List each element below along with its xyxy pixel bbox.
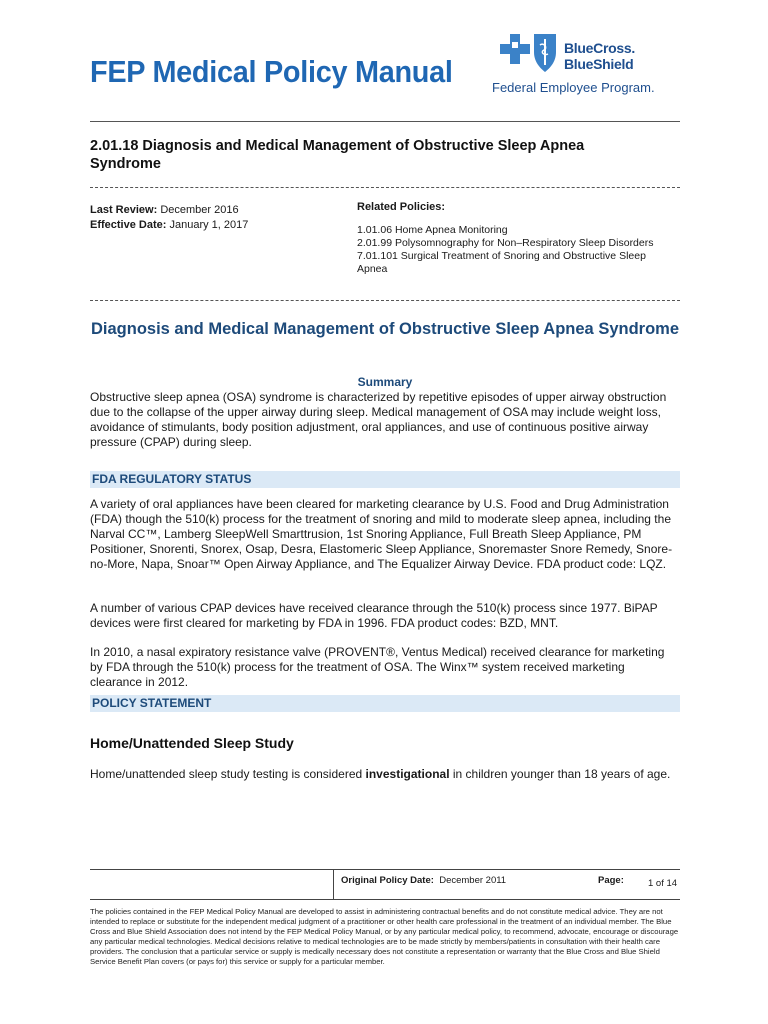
footer-divider bbox=[333, 869, 334, 899]
original-policy-date-value: December 2011 bbox=[439, 875, 507, 886]
home-study-heading: Home/Unattended Sleep Study bbox=[90, 735, 294, 751]
cross-shield-icon bbox=[500, 32, 562, 76]
fda-paragraph-2: A number of various CPAP devices have received clearance through the 510(k) process since 1977. BiPAP devices were first cleared for marketing by FDA in 1996. FDA product codes: BZD, MNT. bbox=[90, 601, 658, 630]
manual-title: FEP Medical Policy Manual bbox=[90, 54, 453, 89]
page-number: 1 of 14 bbox=[648, 878, 678, 889]
home-text-bold: investigational bbox=[365, 767, 450, 781]
summary-text: Obstructive sleep apnea (OSA) syndrome is characterized by repetitive episodes of upper airway obstruction due to the collapse of the upper airway during sleep. Medical management of OSA may include weight loss, avoidance of stimulants, body position adjustment, oral appliances, and use of continuous positive airway pressure (CPAP) during sleep. bbox=[90, 390, 667, 449]
policy-title: 2.01.18 Diagnosis and Medical Management of Obstructive Sleep Apnea Syndrome bbox=[90, 138, 585, 172]
related-item[interactable]: 7.01.101 Surgical Treatment of Snoring and Obstructive Sleep Apnea bbox=[357, 250, 646, 275]
policy-meta bbox=[90, 203, 248, 233]
effective-date-label: Effective Date: bbox=[90, 219, 167, 231]
fda-paragraph-1: A variety of oral appliances have been cleared for marketing clearance by U.S. Food and Drug Administration (FDA) though the 510(k) process for the treatment of snoring and mild to moderate sleep apnea, including the Narval CC™, Lamberg SleepWell Smarttrusion, 1st Snoring Appliance, Full Breath Sleep Appliance, PM Positioner, Snorenti, Snorex, Osap, Desra, Elastomeric Sleep Appliance, Snoremaster Snore Remedy, Snore-no-More, Napa, Snoar™ Open Airway Appliance, and The Equalizer Airway Device. FDA product code: LQZ. bbox=[90, 497, 673, 571]
fda-section-heading: FDA REGULATORY STATUS bbox=[90, 471, 680, 488]
related-policies bbox=[357, 201, 677, 276]
disclaimer-text: The policies contained in the FEP Medical Policy Manual are developed to assist in administering contractual benefits and do not constitute medical advice. They are not intended to replace or substitute for the independent medical judgment of a practitioner or other health care professional in the treatment of an individual member. The Blue Cross and Blue Shield Association does not intend by the FEP Medical Policy Manual, or by any particular medical policy, to recommend, advocate, encourage or discourage any particular medical technologies. Medical decisions relative to medical technologies are to be made strictly by members/patients in consultation with their health care providers. The conclusion that a particular service or supply is medically necessary does not constitute a representation or warranty that the Blue Cross and Blue Shield Service Benefit Plan covers (or pays for) this service or supply for a particular member. bbox=[90, 907, 679, 966]
related-item[interactable]: 1.01.06 Home Apnea Monitoring bbox=[357, 224, 508, 236]
policy-section-heading: POLICY STATEMENT bbox=[90, 695, 680, 712]
page-label: Page: bbox=[598, 875, 624, 886]
home-text-after: in children younger than 18 years of age. bbox=[449, 767, 671, 781]
home-study-text bbox=[90, 767, 680, 782]
related-item[interactable]: 2.01.99 Polysomnography for Non–Respiratory Sleep Disorders bbox=[357, 237, 654, 249]
last-review-label: Last Review: bbox=[90, 204, 158, 216]
original-policy-date-label: Original Policy Date: bbox=[341, 875, 434, 886]
related-heading: Related Policies: bbox=[357, 201, 446, 213]
fda-paragraph-3: In 2010, a nasal expiratory resistance valve (PROVENT®, Ventus Medical) received clearance for marketing by FDA through the 510(k) process for the treatment of OSA. The Winx™ system received marketing clearance in 2012. bbox=[90, 645, 665, 689]
summary-heading: Summary bbox=[357, 375, 413, 389]
logo-bluecross: BlueCross. bbox=[564, 40, 635, 56]
header-rule bbox=[90, 121, 680, 122]
last-review-value: December 2016 bbox=[160, 204, 239, 216]
home-text-before: Home/unattended sleep study testing is considered bbox=[90, 767, 366, 781]
logo-blueshield: BlueShield bbox=[564, 56, 634, 72]
bcbs-logo bbox=[492, 32, 690, 102]
logo-fep: Federal Employee Program. bbox=[492, 80, 655, 95]
effective-date-value: January 1, 2017 bbox=[169, 219, 249, 231]
divider-dashed bbox=[90, 187, 680, 188]
divider-dashed bbox=[90, 300, 680, 301]
main-title: Diagnosis and Medical Management of Obstructive Sleep Apnea Syndrome bbox=[90, 320, 680, 338]
footer-rule-bottom bbox=[90, 899, 680, 900]
original-policy-date bbox=[341, 875, 506, 886]
footer-rule-top bbox=[90, 869, 680, 870]
